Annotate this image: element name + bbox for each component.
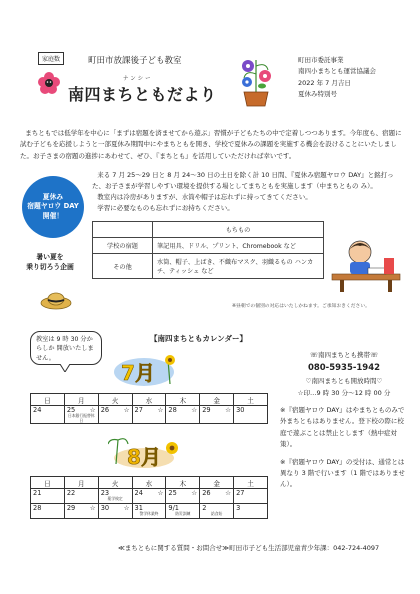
calendar-day bbox=[31, 504, 65, 519]
open-mark: ☆ bbox=[225, 406, 232, 414]
program-paragraph: 来る 7 月 25～29 日と 8 月 24～30 日の土日を除く計 10 日間、『夏休み宿題ヤロウ DAY』と銘打った、お子さまが学習しやすい環境を提供する場としてまちともを実施します（中まちともの み）。 bbox=[92, 171, 394, 191]
phone-label: ☏南四まちとも携帯☏ bbox=[309, 351, 379, 359]
calendar-day bbox=[234, 504, 268, 519]
issue-date: 2022 年 7 月吉日 bbox=[298, 78, 351, 87]
issue-edition: 夏休み特別号 bbox=[298, 90, 337, 99]
badge-line: 夏休み bbox=[42, 193, 64, 202]
calendar-day bbox=[132, 489, 166, 504]
newsletter-title: 南四まちともだより bbox=[68, 85, 217, 104]
day-number: 9/1 bbox=[168, 504, 179, 512]
program-description bbox=[92, 170, 402, 214]
weekday-cell: 月 bbox=[64, 477, 98, 489]
table-row bbox=[93, 238, 324, 254]
belongings-table bbox=[92, 221, 324, 279]
day-number: 22 bbox=[66, 489, 76, 497]
weekday-cell: 月 bbox=[64, 394, 98, 406]
day-note: 警学休業終 bbox=[139, 511, 159, 516]
calendar-day bbox=[132, 406, 166, 424]
program-paragraph: 教室内は冷房がありますが、水筒や帽子は忘れずに持ってきてください。 bbox=[97, 193, 312, 202]
table-row bbox=[93, 254, 324, 279]
day-note: 薬学検定 bbox=[107, 496, 123, 501]
day-number: 29 bbox=[202, 406, 211, 414]
notice-paragraph: ※『宿題ヤロウ DAY』の受付は、通常とは異なり 3 階で行います（1 階ではありません）。 bbox=[280, 457, 405, 489]
day-number: 30 bbox=[100, 504, 110, 512]
calendar-day bbox=[98, 504, 132, 519]
day-number: 23 bbox=[100, 489, 110, 497]
weekday-cell: 金 bbox=[200, 394, 234, 406]
row-value: 筆記用具、ドリル、プリント、Chromebook など bbox=[153, 238, 324, 254]
day-number: 27 bbox=[134, 406, 143, 414]
day-number: 2 bbox=[202, 504, 207, 512]
calendar-day bbox=[166, 489, 200, 504]
open-time-value: ☆印…9 時 30 分～12 時 00 分 bbox=[297, 388, 391, 397]
open-time-label: ♡南四まちとも開放時間♡ bbox=[305, 377, 383, 386]
weekday-cell: 土 bbox=[234, 477, 268, 489]
flower-icon bbox=[36, 70, 62, 96]
weekday-cell: 火 bbox=[98, 394, 132, 406]
day-number: 24 bbox=[33, 406, 42, 414]
day-number: 27 bbox=[236, 489, 245, 497]
calendar-day bbox=[31, 406, 65, 424]
day-number: 28 bbox=[33, 504, 42, 512]
issuer-block bbox=[298, 55, 376, 101]
day-note: 防災訓練 bbox=[175, 511, 191, 516]
calendar-day bbox=[200, 406, 234, 424]
open-mark: ☆ bbox=[89, 406, 96, 414]
open-mark: ☆ bbox=[191, 489, 198, 497]
day-number: 3 bbox=[236, 504, 241, 512]
day-number: 30 bbox=[236, 406, 245, 414]
calendar-day bbox=[234, 406, 268, 424]
day-number: 25 bbox=[168, 489, 177, 497]
weekday-cell: 木 bbox=[166, 477, 200, 489]
open-mark: ☆ bbox=[225, 489, 232, 497]
calendar-day bbox=[166, 504, 200, 519]
phone-number: 080-5935-1942 bbox=[307, 363, 381, 374]
calendar-week-row bbox=[31, 406, 268, 424]
open-mark: ☆ bbox=[123, 406, 130, 414]
calendar-day bbox=[132, 504, 166, 519]
august-calendar bbox=[30, 476, 268, 519]
bubble-tail-icon bbox=[60, 364, 70, 372]
contact-footer: ≪まちともに関する質問・お問合せ≫町田市子ども生活部児童青少年課：042-724-4097 bbox=[118, 544, 380, 552]
issuer-line: 南四小まちとも運営協議会 bbox=[298, 67, 376, 76]
category-stamp: 家庭数 bbox=[38, 52, 64, 65]
weekday-cell: 日 bbox=[31, 477, 65, 489]
weekday-header-row bbox=[31, 477, 268, 489]
calendar-day bbox=[64, 406, 98, 424]
open-mark: ☆ bbox=[123, 504, 130, 512]
calendar-day bbox=[98, 406, 132, 424]
calendar-day bbox=[98, 489, 132, 504]
title-ruby: ナンシー bbox=[123, 76, 153, 82]
open-mark: ☆ bbox=[89, 504, 96, 512]
program-paragraph: 学習に必要なものも忘れずにお持ちください。 bbox=[97, 204, 234, 213]
weekday-cell: 水 bbox=[132, 477, 166, 489]
july-label: 7月 bbox=[121, 361, 155, 385]
day-number: 26 bbox=[202, 489, 211, 497]
open-mark: ☆ bbox=[157, 489, 164, 497]
calendar-week-row bbox=[31, 489, 268, 504]
calendar-day bbox=[200, 504, 234, 519]
weekday-cell: 木 bbox=[166, 394, 200, 406]
august-label-graphic bbox=[108, 434, 182, 472]
row-label: その他 bbox=[93, 254, 153, 279]
open-mark: ☆ bbox=[157, 406, 164, 414]
slogan-line: 暑い夏を bbox=[36, 253, 64, 261]
badge-line: 開催！ bbox=[42, 211, 64, 220]
day-number: 26 bbox=[100, 406, 110, 414]
organization-name: 町田市放課後子ども教室 bbox=[88, 56, 182, 66]
weekday-header-row bbox=[31, 394, 268, 406]
calendar-day bbox=[200, 489, 234, 504]
calendar-day bbox=[64, 504, 98, 519]
day-number: 28 bbox=[168, 406, 177, 414]
calendar-day bbox=[31, 489, 65, 504]
day-number: 21 bbox=[33, 489, 42, 497]
day-number: 31 bbox=[134, 504, 143, 512]
day-note: 給食始 bbox=[210, 511, 223, 516]
august-label: 8月 bbox=[127, 445, 161, 469]
morning-glory-pot-icon bbox=[236, 56, 276, 108]
july-label-graphic bbox=[108, 352, 182, 390]
table-note: ※昼朝での個別の対応はいたしかねます。ご承知おきください。 bbox=[232, 304, 370, 309]
straw-hat-icon bbox=[40, 290, 72, 310]
table-corner bbox=[93, 222, 153, 238]
badge-line: 宿題ヤロウ DAY bbox=[27, 202, 79, 211]
row-label: 学校の宿題 bbox=[93, 238, 153, 254]
slogan-line: 乗り切ろう企画 bbox=[26, 262, 74, 271]
day-number: 29 bbox=[66, 504, 76, 512]
notice-paragraph: ※『宿題ヤロウ DAY』はやまちとものみで外まちともはありません。登下校の際に校庭で遊ぶことは禁止とします（熱中症対策）。 bbox=[280, 406, 405, 449]
open-mark: ☆ bbox=[191, 406, 198, 414]
issuer-line: 町田市委託事業 bbox=[298, 56, 344, 64]
studying-child-icon bbox=[330, 236, 402, 292]
day-number: 24 bbox=[134, 489, 143, 497]
day-number: 25 bbox=[66, 406, 76, 414]
calendar-week-row bbox=[31, 504, 268, 519]
weekday-cell: 金 bbox=[200, 477, 234, 489]
belongings-header: もちもの bbox=[153, 222, 324, 238]
weekday-cell: 日 bbox=[31, 394, 65, 406]
day-note: 日本銀行振替休日 bbox=[67, 413, 95, 423]
opening-time-bubble: 教室は 9 時 30 分からしか 開放いたしません。 bbox=[30, 331, 102, 365]
weekday-cell: 火 bbox=[98, 477, 132, 489]
july-calendar bbox=[30, 393, 268, 424]
weekday-cell: 土 bbox=[234, 394, 268, 406]
slogan bbox=[20, 253, 80, 273]
intro-paragraph: まちともでは低学年を中心に「まずは宿題を済ませてから遊ぶ」習慣が子どもたちの中で定着しつつあります。今年度も、宿題に試む子どもを応援しようと一部夏休み期間中にやまちともを開き、学校で夏休みの課題を実施する機会を設けることにいたしました。お子さまの宿題の進捗にあわせて、ぜひ、『まちとも』を活用していただければ幸いです。 bbox=[20, 129, 402, 160]
calendar-day bbox=[234, 489, 268, 504]
calendar-day bbox=[64, 489, 98, 504]
event-badge bbox=[22, 176, 84, 238]
calendar-title: 【南四まちともカレンダー】 bbox=[150, 334, 248, 343]
calendar-day bbox=[166, 406, 200, 424]
row-value: 水筒、帽子、上ばき、不織布マスク、羽織るもの ハンカチ、ティッシュ など bbox=[153, 254, 324, 279]
weekday-cell: 水 bbox=[132, 394, 166, 406]
info-column bbox=[280, 350, 408, 491]
